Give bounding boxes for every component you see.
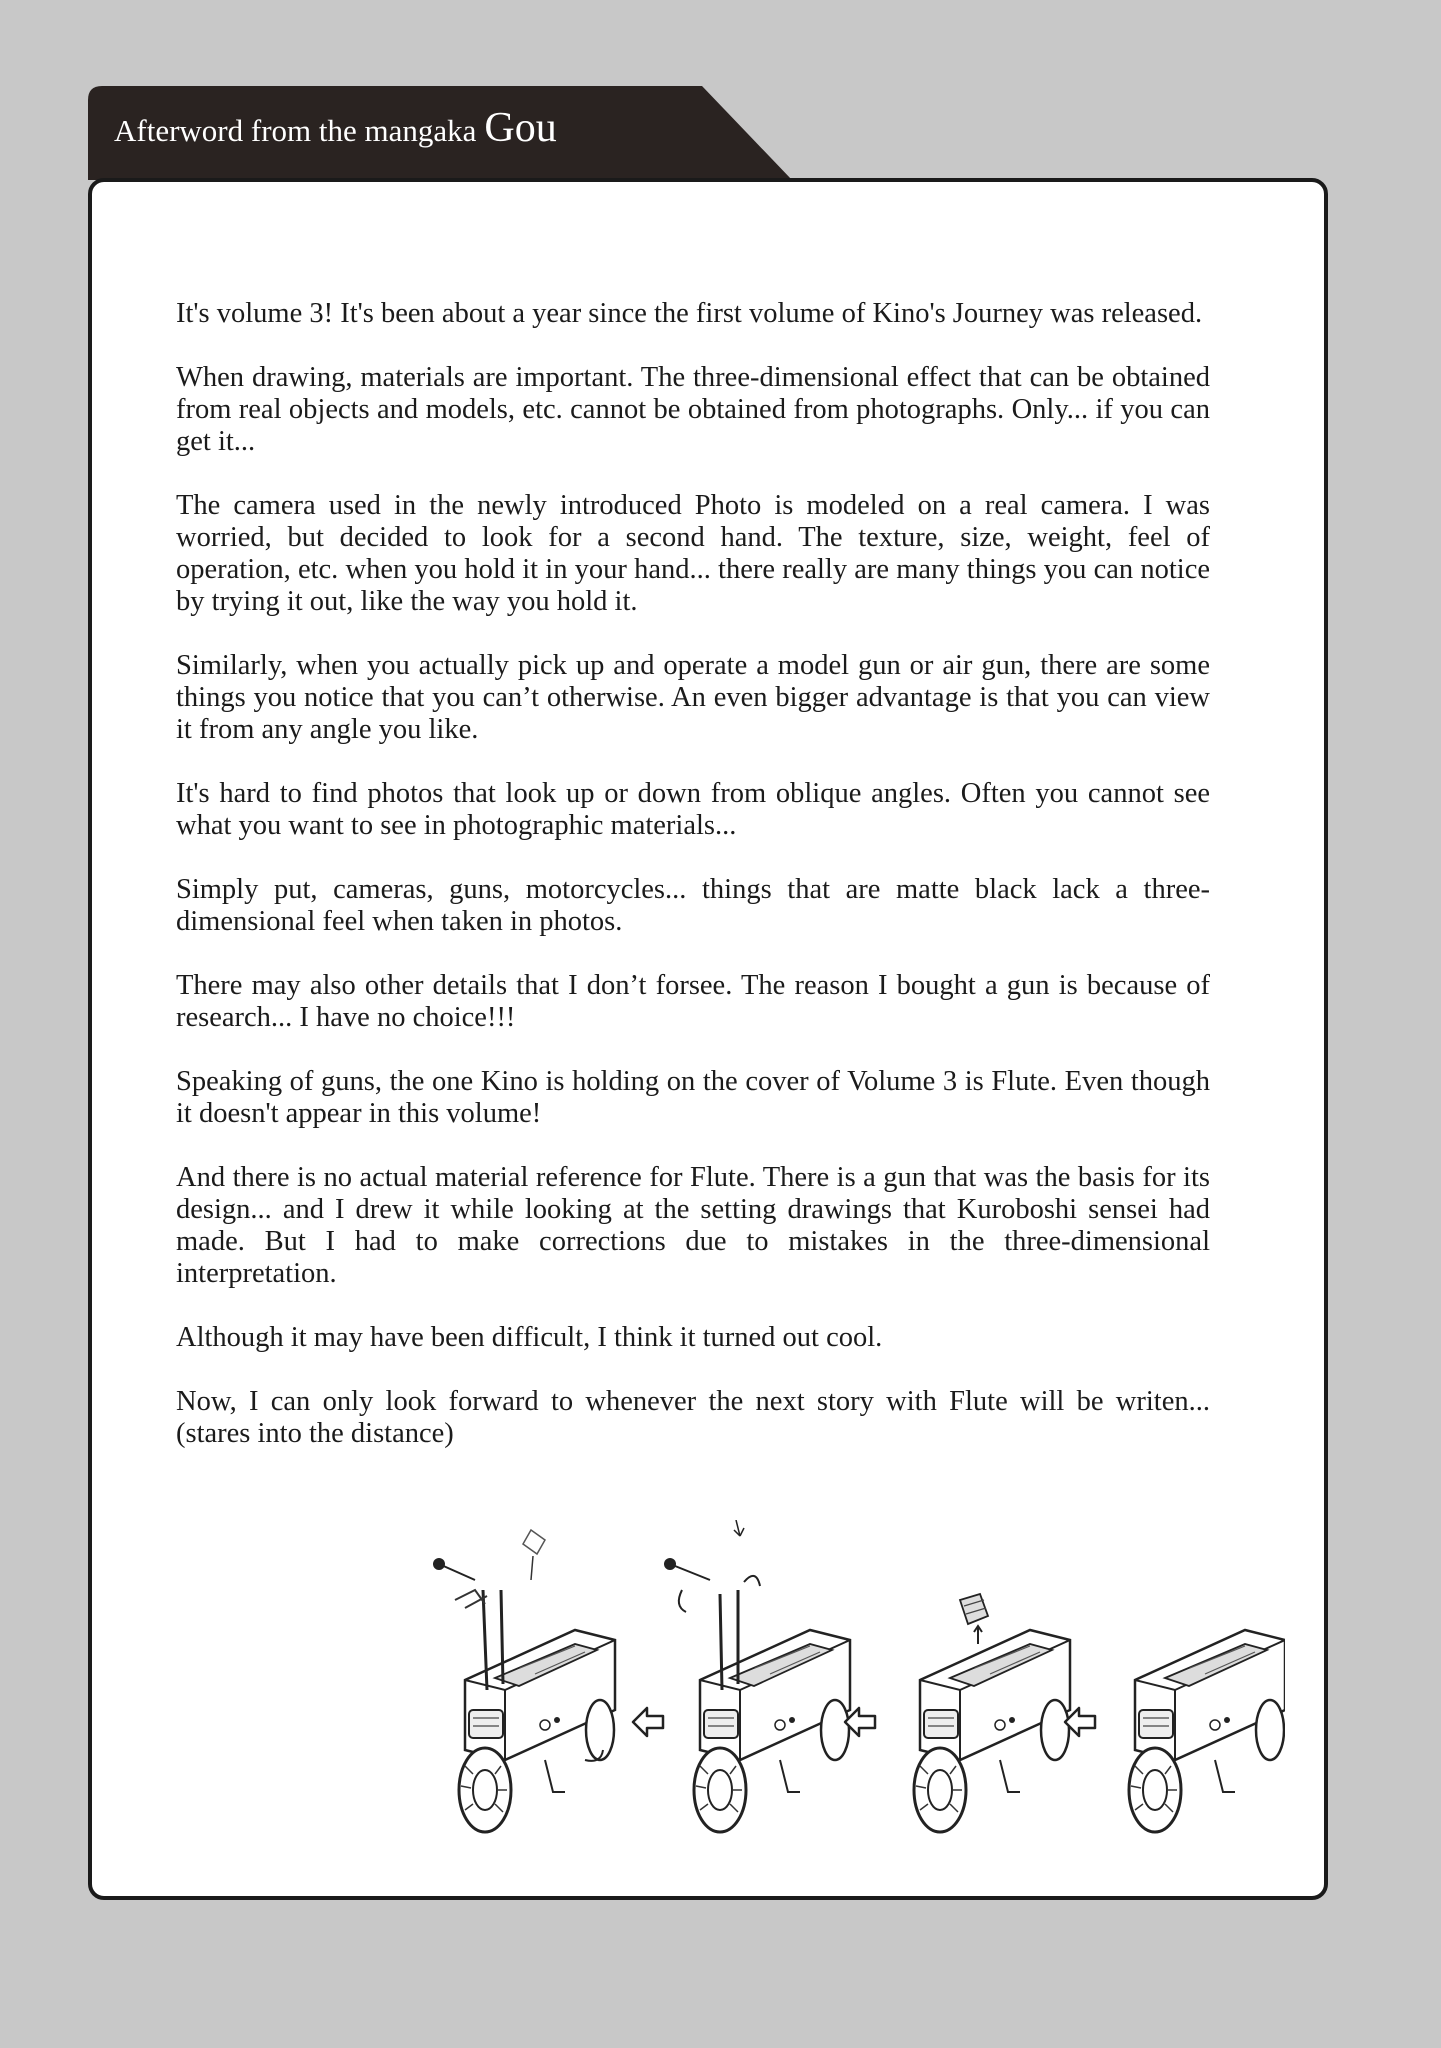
paragraph: It's volume 3! It's been about a year since the first volume of Kino's Journey was released. <box>176 298 1203 329</box>
title-tab <box>88 86 792 180</box>
afterword-text <box>176 298 1210 1482</box>
paragraph: Now, I can only look forward to whenever the next story with Flute will be writen... (stares into the distance) <box>176 1386 1210 1449</box>
paragraph: There may also other details that I don’t forsee. The reason I bought a gun is because of research... I have no choice!!! <box>176 970 1210 1033</box>
arrow-icon <box>633 1708 663 1736</box>
bike-stage-3 <box>914 1594 1070 1832</box>
paragraph: The camera used in the newly introduced Photo is modeled on a real camera. I was worried, but decided to look for a second hand. The texture, size, weight, feel of operation, etc. when you hold it in your hand... there really are many things you can notice by trying it out, like the way you hold it. <box>176 490 1210 617</box>
paragraph: It's hard to find photos that look up or down from oblique angles. Often you cannot see what you want to see in photographic materials... <box>176 778 1210 841</box>
bike-stage-2 <box>664 1520 850 1832</box>
page-title <box>114 104 557 152</box>
paragraph: Similarly, when you actually pick up and operate a model gun or air gun, there are some things you notice that you can’t otherwise. An even bigger advantage is that you can view it from any angle you like. <box>176 650 1210 745</box>
paragraph: Although it may have been difficult, I think it turned out cool. <box>176 1322 883 1353</box>
paragraph: When drawing, materials are important. The three-dimensional effect that can be obtained from real objects and models, etc. cannot be obtained from photographs. Only... if you can get it... <box>176 362 1210 457</box>
paragraph: Simply put, cameras, guns, motorcycles... things that are matte black lack a three-dimensional feel when taken in photos. <box>176 874 1210 937</box>
bike-stage-4 <box>1129 1630 1285 1832</box>
bike-stage-1 <box>433 1530 615 1832</box>
paragraph: Speaking of guns, the one Kino is holding on the cover of Volume 3 is Flute. Even though it doesn't appear in this volume! <box>176 1066 1210 1129</box>
title-label: Afterword from the mangaka <box>114 113 477 148</box>
author-name: Gou <box>484 105 557 151</box>
motorcycle-folding-illustration <box>425 1520 1285 1860</box>
paragraph: And there is no actual material reference for Flute. There is a gun that was the basis for its design... and I drew it while looking at the setting drawings that Kuroboshi sensei had made. But I had to make corrections due to mistakes in the three-dimensional interpretation. <box>176 1162 1210 1289</box>
